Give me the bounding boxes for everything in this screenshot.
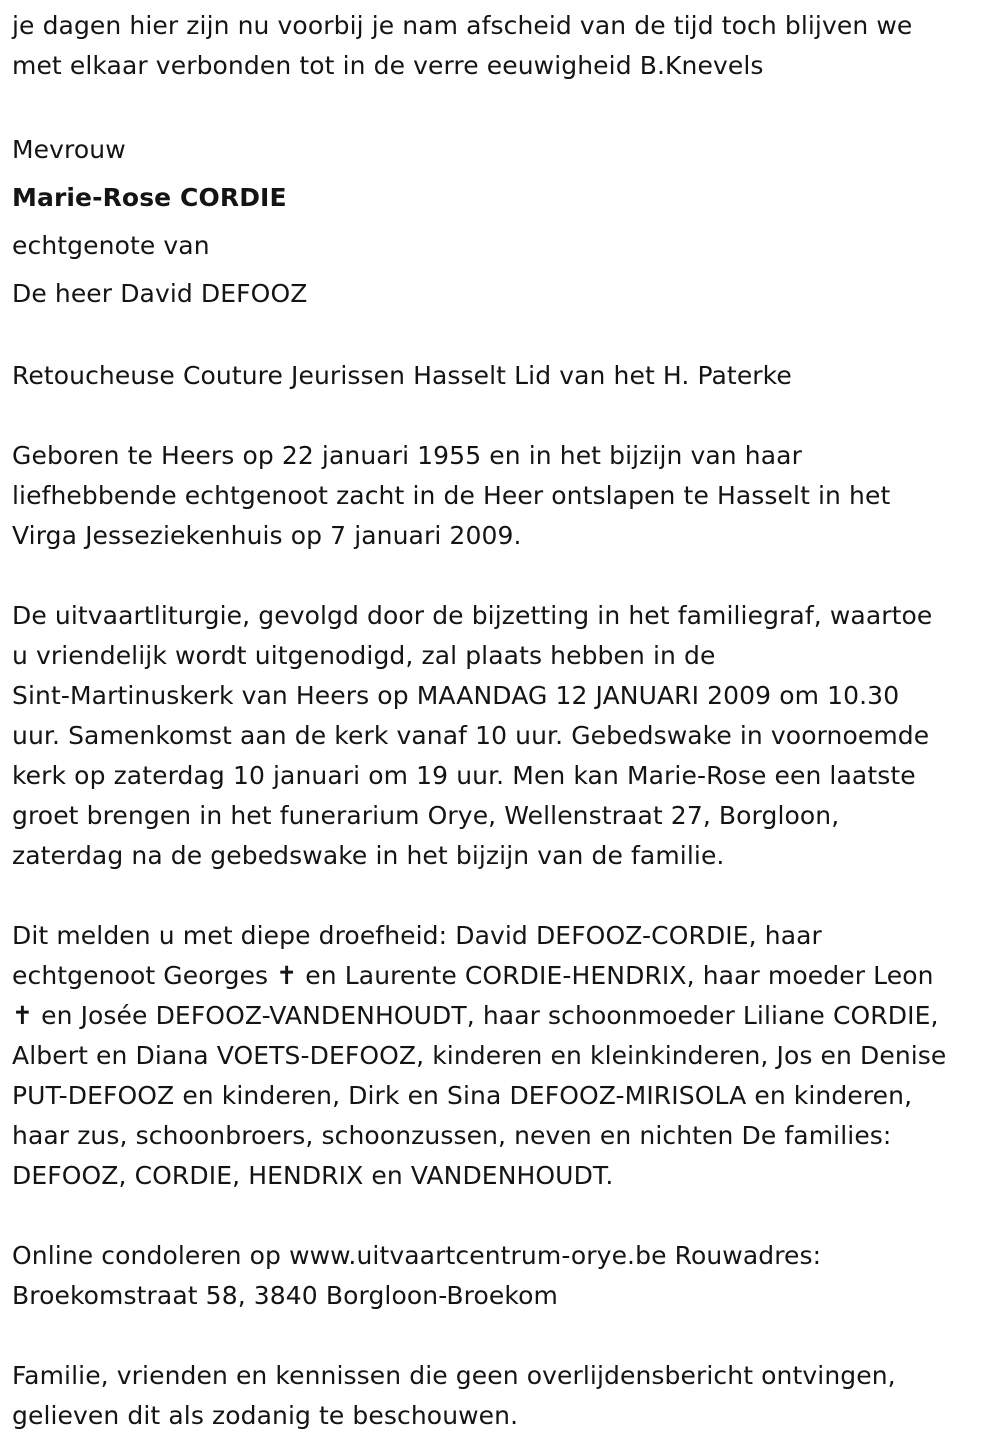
honorific: Mevrouw (12, 135, 126, 164)
closing-line: Familie, vrienden en kennissen die geen overlijdensbericht ontvingen, (12, 1361, 896, 1390)
family-line: Albert en Diana VOETS-DEFOOZ, kinderen en kleinkinderen, Jos en Denise (12, 1041, 947, 1070)
birth-death-line: liefhebbende echtgenoot zacht in de Heer ontslapen te Hasselt in het (12, 481, 891, 510)
birth-death-paragraph (12, 436, 992, 556)
funeral-line: Sint-Martinuskerk van Heers op MAANDAG 12 JANUARI 2009 om 10.30 (12, 681, 900, 710)
family-line: DEFOOZ, CORDIE, HENDRIX en VANDENHOUDT. (12, 1161, 614, 1190)
paragraph-gap (12, 876, 992, 916)
funeral-line: uur. Samenkomst aan de kerk vanaf 10 uur. Gebedswake in voornoemde (12, 721, 930, 750)
occupation-line: Retoucheuse Couture Jeurissen Hasselt Lid van het H. Paterke (12, 361, 792, 390)
family-line: Dit melden u met diepe droefheid: David DEFOOZ-CORDIE, haar (12, 921, 822, 950)
paragraph-gap (12, 86, 992, 126)
deceased-block (12, 126, 992, 318)
occupation-paragraph (12, 356, 992, 396)
spouse-name: De heer David DEFOOZ (12, 279, 308, 308)
poem-line: met elkaar verbonden tot in de verre eeuwigheid B.Knevels (12, 51, 764, 80)
birth-death-line: Virga Jesseziekenhuis op 7 januari 2009. (12, 521, 522, 550)
funeral-line: zaterdag na de gebedswake in het bijzijn van de familie. (12, 841, 725, 870)
family-line: haar zus, schoonbroers, schoonzussen, neven en nichten De families: (12, 1121, 892, 1150)
funeral-line: De uitvaartliturgie, gevolgd door de bijzetting in het familiegraf, waartoe (12, 601, 933, 630)
closing-paragraph (12, 1356, 992, 1436)
family-line: echtgenoot Georges ✝ en Laurente CORDIE-HENDRIX, haar moeder Leon (12, 961, 934, 990)
paragraph-gap (12, 1196, 992, 1236)
deceased-name: Marie-Rose CORDIE (12, 183, 287, 212)
closing-line: gelieven dit als zodanig te beschouwen. (12, 1401, 519, 1430)
family-paragraph (12, 916, 992, 1196)
condolences-line: Broekomstraat 58, 3840 Borgloon-Broekom (12, 1281, 558, 1310)
funeral-line: kerk op zaterdag 10 januari om 19 uur. Men kan Marie-Rose een laatste (12, 761, 916, 790)
condolences-paragraph (12, 1236, 992, 1316)
funeral-line: groet brengen in het funerarium Orye, Wellenstraat 27, Borgloon, (12, 801, 840, 830)
paragraph-gap (12, 556, 992, 596)
relation-label: echtgenote van (12, 231, 210, 260)
funeral-line: u vriendelijk wordt uitgenodigd, zal plaats hebben in de (12, 641, 716, 670)
family-line: ✝ en Josée DEFOOZ-VANDENHOUDT, haar schoonmoeder Liliane CORDIE, (12, 1001, 939, 1030)
birth-death-line: Geboren te Heers op 22 januari 1955 en in het bijzijn van haar (12, 441, 802, 470)
poem-paragraph (12, 6, 992, 86)
paragraph-gap (12, 1316, 992, 1356)
paragraph-gap (12, 318, 992, 356)
poem-line: je dagen hier zijn nu voorbij je nam afscheid van de tijd toch blijven we (12, 11, 913, 40)
family-line: PUT-DEFOOZ en kinderen, Dirk en Sina DEFOOZ-MIRISOLA en kinderen, (12, 1081, 913, 1110)
condolences-line: Online condoleren op www.uitvaartcentrum-orye.be Rouwadres: (12, 1241, 822, 1270)
paragraph-gap (12, 396, 992, 436)
death-notice (12, 6, 992, 1436)
funeral-paragraph (12, 596, 992, 876)
